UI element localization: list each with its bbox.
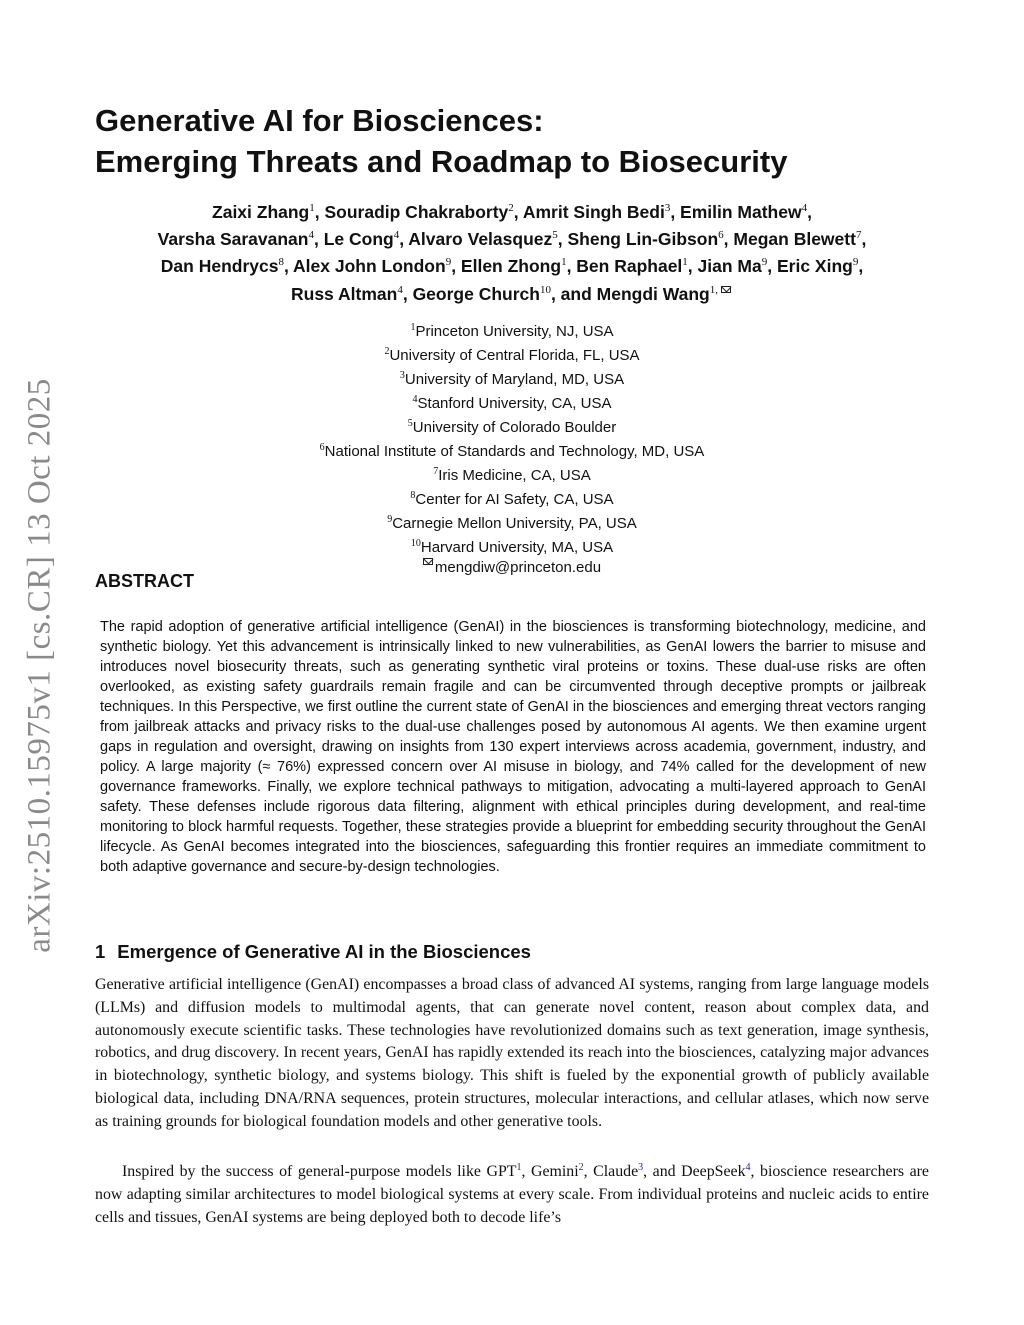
author-affiliation-marker: 4 — [801, 202, 808, 214]
author-name: Zaixi Zhang — [212, 201, 310, 222]
paper-title — [95, 100, 935, 182]
author-separator: , — [283, 256, 294, 277]
affiliation-line — [95, 318, 929, 342]
affiliation-line — [95, 438, 929, 462]
affiliation-text: National Institute of Standards and Technology, MD, USA — [324, 443, 705, 460]
author-affiliation-marker: 3 — [664, 202, 671, 214]
author-separator: , — [314, 201, 325, 222]
author-entry — [212, 202, 324, 222]
arxiv-identifier-stamp — [16, 375, 64, 955]
author-entry — [680, 202, 812, 222]
footnote-ref-claude[interactable]: 3 — [638, 1162, 644, 1173]
author-affiliation-marker: 4 — [393, 229, 400, 242]
author-affiliation-marker: 1 — [561, 256, 567, 269]
author-separator: , — [861, 229, 867, 250]
affiliation-text: Iris Medicine, CA, USA — [438, 467, 591, 484]
affiliation-number: 7 — [433, 466, 439, 477]
affiliation-number: 10 — [410, 538, 421, 549]
affiliation-number: 9 — [387, 514, 393, 525]
para2-text-4: , and DeepSeek — [643, 1163, 746, 1180]
affiliation-number: 8 — [410, 490, 416, 501]
section-title: Emergence of Generative AI in the Biosciences — [117, 941, 531, 962]
author-entry — [698, 256, 777, 276]
author-entry — [324, 229, 409, 249]
affiliation-number: 6 — [319, 442, 325, 453]
author-affiliation-marker: 7 — [855, 229, 862, 242]
author-entry — [324, 202, 522, 222]
footnote-ref-deepseek[interactable]: 4 — [745, 1162, 751, 1173]
author-separator: , — [687, 256, 698, 277]
affiliation-line — [95, 534, 929, 558]
author-affiliation-marker: 9 — [445, 256, 452, 269]
body-paragraph-1: Generative artificial intelligence (GenAI) encompasses a broad class of advanced AI systems, ranging from large language models (LLMs) and diffusion models to multimodal agents, that can generate novel content, reason about complex data, and autonomously execute scientific tasks. These technologies have revolutionized domains such as text generation, image synthesis, robotics, and drug discovery. In recent years, GenAI has rapidly extended its reach into the biosciences, catalyzing major advances in biotechnology, synthetic biology, and systems biology. This shift is fueled by the exponential growth of publicly available biological data, including DNA/RNA sequences, protein structures, molecular interactions, and cellular atlases, which now serve as training grounds for biological foundation models and other generative tools. — [95, 976, 929, 1130]
author-affiliation-marker: 9 — [852, 256, 859, 269]
author-separator: , — [402, 283, 413, 304]
author-entry — [413, 284, 597, 304]
affiliation-text: Carnegie Mellon University, PA, USA — [392, 515, 637, 532]
affiliation-text: University of Maryland, MD, USA — [404, 371, 625, 388]
envelope-icon — [721, 286, 731, 293]
affiliation-number: 2 — [384, 346, 390, 357]
author-separator: , — [513, 201, 523, 222]
author-name: Amrit Singh Bedi — [522, 201, 665, 222]
author-name: Sheng Lin-Gibson — [567, 229, 719, 250]
author-name: Souradip Chakraborty — [324, 201, 509, 222]
author-name: Mengdi Wang — [596, 283, 710, 304]
affiliation-line — [95, 462, 929, 486]
author-separator: , — [399, 229, 409, 250]
author-name: Dan Hendrycs — [160, 256, 279, 277]
author-name: Jian Ma — [697, 256, 762, 277]
author-separator: , — [451, 256, 461, 277]
author-entry — [576, 256, 697, 276]
section-heading — [95, 941, 531, 963]
affiliation-list — [95, 318, 929, 578]
author-affiliation-marker: 8 — [278, 256, 284, 269]
author-name: Ellen Zhong — [460, 256, 562, 277]
author-entry — [777, 256, 863, 276]
para2-text-2: , Gemini — [521, 1163, 579, 1180]
affiliation-line — [95, 366, 929, 390]
author-name: George Church — [412, 283, 540, 304]
author-name: Alvaro Velasquez — [408, 229, 553, 250]
author-name: Ben Raphael — [576, 256, 683, 277]
author-entry — [408, 229, 567, 249]
affiliation-text: Stanford University, CA, USA — [417, 395, 612, 412]
author-separator: , — [566, 256, 577, 277]
author-affiliation-marker: 4 — [397, 283, 403, 296]
abstract-heading: ABSTRACT — [95, 571, 194, 591]
author-list — [95, 197, 929, 306]
affiliation-line — [95, 390, 929, 414]
author-entry — [293, 256, 461, 276]
author-affiliation-marker: 5 — [552, 229, 558, 242]
affiliation-line — [95, 510, 929, 534]
author-entry — [161, 256, 293, 276]
author-name: Emilin Mathew — [680, 201, 802, 222]
affiliation-number: 4 — [412, 394, 418, 405]
author-affiliation-marker: 4 — [308, 229, 314, 242]
title-line-2: Emerging Threats and Roadmap to Biosecurity — [95, 144, 788, 179]
author-separator: , — [723, 229, 734, 250]
author-name: Varsha Saravanan — [157, 229, 309, 250]
author-affiliation-marker: 6 — [718, 229, 724, 242]
author-name: Le Cong — [323, 229, 394, 250]
para2-text-5: , bioscience researchers are now adapting similar architectures to model biological systems at every scale. From individual proteins and nucleic acids to entire cells and tissues, GenAI systems are being deployed both to decode life’s — [95, 1163, 929, 1226]
author-separator: , — [557, 229, 568, 250]
author-entry — [567, 229, 733, 249]
footnote-ref-gpt[interactable]: 1 — [516, 1162, 522, 1173]
affiliation-text: University of Colorado Boulder — [412, 419, 617, 436]
author-name: Megan Blewett — [733, 229, 856, 250]
affiliation-number: 3 — [399, 370, 405, 381]
author-entry — [523, 202, 680, 222]
affiliation-line — [95, 486, 929, 510]
affiliation-number: 1 — [410, 322, 416, 333]
author-separator: , — [807, 201, 812, 222]
author-affiliation-marker: 9 — [761, 256, 768, 269]
footnote-ref-gemini[interactable]: 2 — [578, 1162, 584, 1173]
affiliation-text: University of Central Florida, FL, USA — [389, 347, 640, 364]
author-entry — [597, 284, 733, 304]
author-name: Eric Xing — [776, 256, 853, 277]
author-name: Russ Altman — [291, 283, 398, 304]
author-affiliation-marker: 1, — [709, 283, 718, 296]
affiliation-text: Princeton University, NJ, USA — [415, 323, 614, 340]
contact-email[interactable]: mengdiw@princeton.edu — [434, 559, 602, 576]
abstract-text: The rapid adoption of generative artificial intelligence (GenAI) in the biosciences is transforming biotechnology, medicine, and synthetic biology. Yet this advancement is intrinsically linked to new vulnerabilities, as GenAI lowers the barrier to misuse and introduces novel biosecurity threats, such as generating synthetic viral proteins or toxins. These dual-use risks are often overlooked, as existing safety guardrails remain fragile and can be circumvented through deceptive prompts or jailbreak techniques. In this Perspective, we first outline the current state of GenAI in the biosciences and emerging threat vectors ranging from jailbreak attacks and privacy risks to the dual-use challenges posed by autonomous AI agents. We then examine urgent gaps in regulation and oversight, drawing on insights from 130 expert interviews across academia, government, industry, and policy. A large majority (≈ 76%) expressed concern over AI misuse in biology, and 74% called for the development of new governance frameworks. Finally, we explore technical pathways to mitigation, advocating a multi-layered approach to GenAI safety. These defenses include rigorous data filtering, alignment with ethical principles during development, and real-time monitoring to block harmful requests. Together, these strategies provide a blueprint for embedding security throughout the GenAI lifecycle. As GenAI becomes integrated into the biosciences, safeguarding this frontier requires an immediate commitment to both adaptive governance and secure-by-design technologies. — [100, 619, 926, 875]
envelope-icon — [423, 558, 433, 565]
affiliation-text: Center for AI Safety, CA, USA — [415, 491, 614, 508]
title-line-1: Generative AI for Biosciences: — [95, 103, 544, 138]
author-affiliation-marker: 2 — [508, 202, 514, 214]
affiliation-text: Harvard University, MA, USA — [420, 539, 614, 556]
affiliation-line — [95, 342, 929, 366]
author-separator: , and — [550, 283, 597, 304]
author-affiliation-marker: 1 — [682, 256, 688, 269]
author-name: Alex John London — [293, 256, 446, 277]
contact-email-line — [95, 558, 929, 578]
author-separator: , — [767, 256, 777, 277]
author-separator: , — [313, 229, 324, 250]
para2-text-1: Inspired by the success of general-purpose models like GPT — [122, 1163, 517, 1180]
affiliation-line — [95, 414, 929, 438]
para2-text-3: , Claude — [583, 1163, 639, 1180]
author-entry — [461, 256, 576, 276]
author-affiliation-marker: 1 — [309, 202, 315, 214]
author-entry — [158, 229, 324, 249]
arxiv-identifier-text: arXiv:2510.15975v1 [cs.CR] 13 Oct 2025 — [21, 377, 58, 953]
author-entry — [733, 229, 866, 249]
author-entry — [291, 284, 413, 304]
body-paragraph-2 — [95, 1157, 929, 1229]
affiliation-number: 5 — [407, 418, 413, 429]
author-separator: , — [670, 201, 681, 222]
author-affiliation-marker: 10 — [539, 283, 551, 296]
author-separator: , — [858, 256, 864, 277]
section-number: 1 — [95, 941, 106, 962]
